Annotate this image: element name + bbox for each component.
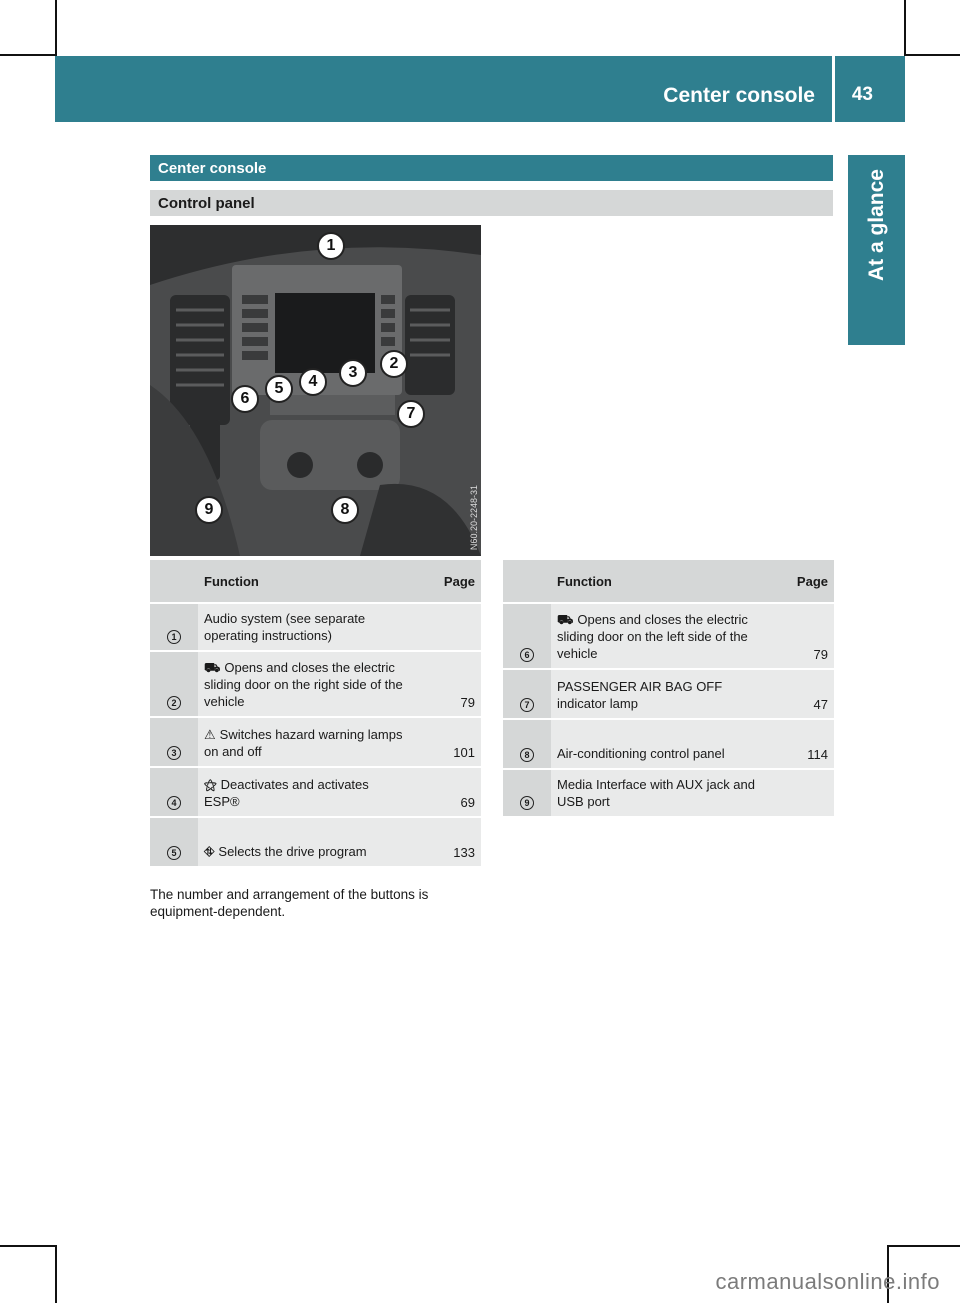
row-number [503, 768, 551, 816]
row-page: 101 [411, 716, 481, 766]
row-number-badge: 2 [167, 696, 181, 710]
row-number-badge: 8 [520, 748, 534, 762]
table-row [503, 718, 834, 768]
callout-1: 1 [317, 232, 345, 260]
row-number [150, 766, 198, 816]
callout-2: 2 [380, 350, 408, 378]
table-row [150, 650, 481, 716]
row-function [198, 602, 411, 650]
function-text: Media Interface with AUX jack and USB port [557, 777, 755, 809]
table-header-page: Page [411, 560, 481, 602]
row-function [198, 716, 411, 766]
row-number [150, 816, 198, 866]
function-text: Opens and closes the electric sliding door on the left side of the vehicle [557, 612, 748, 661]
row-function [551, 768, 764, 816]
crop-mark [906, 54, 960, 56]
function-text: Switches hazard warning lamps on and off [204, 727, 403, 759]
crop-mark [904, 0, 906, 56]
row-number [150, 716, 198, 766]
table-row [150, 816, 481, 866]
photo-code: N60.20-2248-31 [469, 484, 479, 550]
row-number-badge: 3 [167, 746, 181, 760]
row-page [411, 602, 481, 650]
row-function [198, 816, 411, 866]
row-number [503, 668, 551, 718]
function-icon: ⛗ [204, 844, 215, 859]
callout-3: 3 [339, 359, 367, 387]
row-page: 133 [411, 816, 481, 866]
row-function [551, 718, 764, 768]
row-number [150, 650, 198, 716]
row-page: 114 [764, 718, 834, 768]
function-icon: ⛟ [557, 612, 574, 627]
table-header-num [150, 560, 198, 602]
function-text: Selects the drive program [218, 844, 367, 859]
table-row [503, 668, 834, 718]
crop-mark [55, 1245, 57, 1303]
side-tab [848, 155, 905, 345]
function-text: Opens and closes the electric sliding door on the right side of the vehicle [204, 660, 403, 709]
crop-mark [0, 1245, 55, 1247]
row-page: 79 [411, 650, 481, 716]
callout-8: 8 [331, 496, 359, 524]
function-text: Audio system (see separate operating instructions) [204, 611, 366, 643]
row-number-badge: 5 [167, 846, 181, 860]
side-tab-label: At a glance [864, 169, 888, 282]
row-function [551, 602, 764, 668]
section-title: Center console [150, 155, 833, 181]
table-row [150, 602, 481, 650]
callout-7: 7 [397, 400, 425, 428]
crop-mark [55, 0, 57, 56]
row-function [198, 650, 411, 716]
row-number-badge: 9 [520, 796, 534, 810]
function-icon: ⛟ [204, 660, 221, 675]
crop-mark [0, 54, 55, 56]
row-number-badge: 4 [167, 796, 181, 810]
row-page: 79 [764, 602, 834, 668]
function-table-left [150, 560, 481, 866]
function-table-right [503, 560, 834, 816]
function-icon: ⚝ [204, 777, 217, 792]
row-number-badge: 6 [520, 648, 534, 662]
function-text: PASSENGER AIR BAG OFF indicator lamp [557, 679, 723, 711]
subsection-title: Control panel [150, 190, 833, 216]
row-number [150, 602, 198, 650]
page-header [55, 56, 905, 122]
table-header-function: Function [551, 560, 764, 602]
table-header-function: Function [198, 560, 411, 602]
table-row [150, 766, 481, 816]
table-row [503, 768, 834, 816]
row-page: 69 [411, 766, 481, 816]
callout-6: 6 [231, 385, 259, 413]
callout-5: 5 [265, 375, 293, 403]
table-header-page: Page [764, 560, 834, 602]
callout-4: 4 [299, 368, 327, 396]
row-number [503, 718, 551, 768]
row-number [503, 602, 551, 668]
table-row [150, 716, 481, 766]
crop-mark [889, 1245, 960, 1247]
watermark: carmanualsonline.info [715, 1269, 940, 1294]
function-icon: ⚠ [204, 727, 216, 742]
row-page [764, 768, 834, 816]
row-number-badge: 7 [520, 698, 534, 712]
table-row [503, 602, 834, 668]
row-number-badge: 1 [167, 630, 181, 644]
control-panel-photo [150, 225, 481, 556]
page-number: 43 [851, 84, 873, 105]
function-text: Air-conditioning control panel [557, 746, 725, 761]
function-text: Deactivates and activates ESP® [204, 777, 369, 809]
header-divider [832, 56, 835, 122]
row-function [198, 766, 411, 816]
row-page: 47 [764, 668, 834, 718]
callout-9: 9 [195, 496, 223, 524]
table-header-num [503, 560, 551, 602]
row-function [551, 668, 764, 718]
header-title: Center console [663, 84, 815, 107]
equipment-note: The number and arrangement of the buttons is equipment-dependent. [150, 887, 429, 919]
